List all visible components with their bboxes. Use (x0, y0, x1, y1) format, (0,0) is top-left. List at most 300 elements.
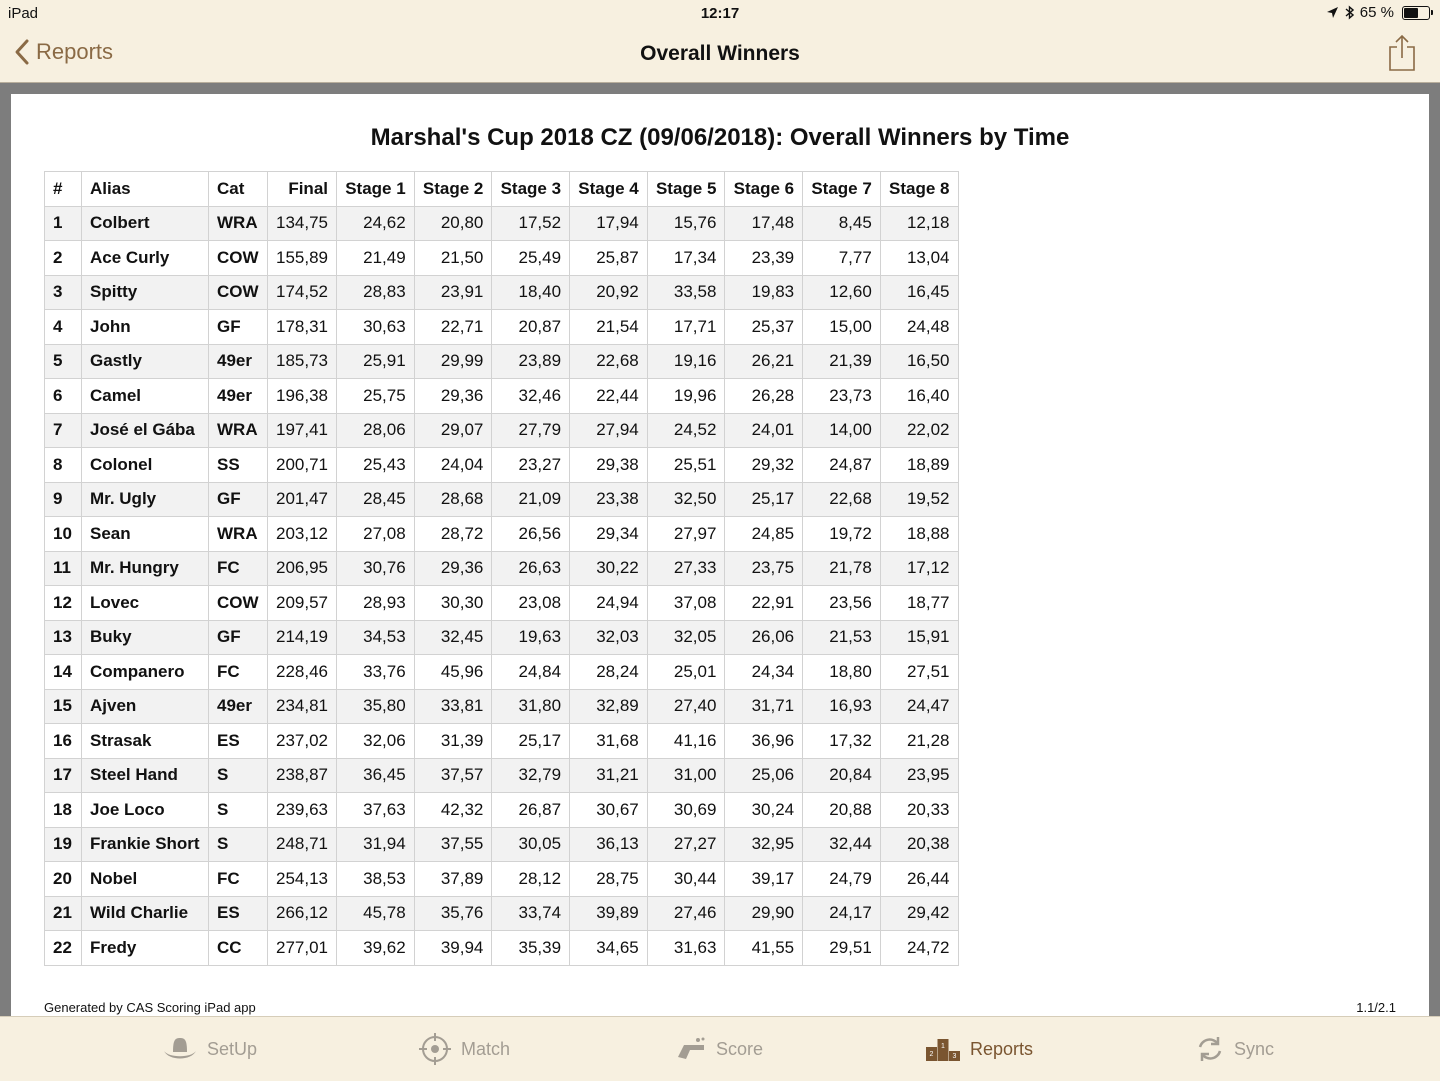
cell-stage-6: 41,55 (725, 931, 803, 966)
table-row (45, 931, 959, 966)
cell-stage-8: 12,18 (880, 206, 958, 241)
cell-final: 209,57 (268, 586, 337, 621)
cell-stage-3: 24,84 (492, 655, 570, 690)
column-header-stage-1: Stage 1 (337, 172, 415, 207)
table-row (45, 206, 959, 241)
cell-stage-8: 23,95 (880, 758, 958, 793)
cell-stage-2: 21,50 (414, 241, 492, 276)
cell-stage-8: 18,88 (880, 517, 958, 552)
cell-stage-5: 25,01 (647, 655, 725, 690)
table-row (45, 620, 959, 655)
cell-stage-3: 26,56 (492, 517, 570, 552)
cell-category: 49er (209, 344, 268, 379)
cell-stage-6: 24,01 (725, 413, 803, 448)
cell-stage-4: 30,67 (570, 793, 648, 828)
cell-stage-8: 22,02 (880, 413, 958, 448)
cell-stage-5: 25,51 (647, 448, 725, 483)
cell-stage-7: 12,60 (803, 275, 881, 310)
cell-rank: 9 (45, 482, 82, 517)
cell-stage-6: 29,32 (725, 448, 803, 483)
tab-score[interactable] (674, 1017, 763, 1081)
table-row (45, 482, 959, 517)
cell-rank: 15 (45, 689, 82, 724)
results-table (44, 171, 959, 966)
cell-final: 203,12 (268, 517, 337, 552)
table-row (45, 517, 959, 552)
cell-stage-2: 24,04 (414, 448, 492, 483)
cell-rank: 4 (45, 310, 82, 345)
cell-stage-3: 20,87 (492, 310, 570, 345)
cell-stage-3: 23,27 (492, 448, 570, 483)
cell-stage-4: 22,44 (570, 379, 648, 414)
cell-stage-1: 39,62 (337, 931, 415, 966)
page-title: Overall Winners (640, 42, 800, 65)
cell-stage-6: 26,06 (725, 620, 803, 655)
cell-stage-3: 25,49 (492, 241, 570, 276)
cell-stage-4: 36,13 (570, 827, 648, 862)
cell-stage-8: 17,12 (880, 551, 958, 586)
cell-category: COW (209, 241, 268, 276)
cell-stage-7: 14,00 (803, 413, 881, 448)
cell-stage-4: 28,24 (570, 655, 648, 690)
cell-alias: Nobel (82, 862, 209, 897)
cell-stage-6: 24,34 (725, 655, 803, 690)
cell-category: S (209, 758, 268, 793)
cell-stage-7: 24,17 (803, 896, 881, 931)
table-body (45, 206, 959, 965)
tab-sync[interactable] (1196, 1017, 1274, 1081)
svg-text:3: 3 (952, 1053, 957, 1060)
cell-stage-5: 15,76 (647, 206, 725, 241)
cell-alias: Colbert (82, 206, 209, 241)
column-header-stage-8: Stage 8 (880, 172, 958, 207)
tab-reports-label: Reports (970, 1038, 1034, 1059)
cell-stage-6: 32,95 (725, 827, 803, 862)
cell-final: 155,89 (268, 241, 337, 276)
column-header-rank: # (45, 172, 82, 207)
table-row (45, 758, 959, 793)
cell-alias: Lovec (82, 586, 209, 621)
cell-final: 228,46 (268, 655, 337, 690)
column-header-category: Cat (209, 172, 268, 207)
cell-stage-8: 26,44 (880, 862, 958, 897)
cell-stage-6: 25,17 (725, 482, 803, 517)
cell-alias: Spitty (82, 275, 209, 310)
column-header-stage-6: Stage 6 (725, 172, 803, 207)
cell-stage-7: 7,77 (803, 241, 881, 276)
cell-stage-3: 17,52 (492, 206, 570, 241)
cell-stage-3: 27,79 (492, 413, 570, 448)
cell-stage-3: 18,40 (492, 275, 570, 310)
revolver-icon (674, 1035, 706, 1063)
cell-final: 185,73 (268, 344, 337, 379)
cell-stage-7: 24,87 (803, 448, 881, 483)
cell-stage-1: 38,53 (337, 862, 415, 897)
cell-stage-2: 45,96 (414, 655, 492, 690)
cell-stage-1: 30,63 (337, 310, 415, 345)
cell-rank: 19 (45, 827, 82, 862)
cell-stage-3: 21,09 (492, 482, 570, 517)
battery-level (1404, 8, 1418, 18)
table-row (45, 275, 959, 310)
cell-stage-1: 36,45 (337, 758, 415, 793)
cell-rank: 3 (45, 275, 82, 310)
cell-stage-8: 27,51 (880, 655, 958, 690)
cell-stage-3: 23,89 (492, 344, 570, 379)
cell-stage-4: 23,38 (570, 482, 648, 517)
cell-stage-6: 19,83 (725, 275, 803, 310)
cell-category: 49er (209, 379, 268, 414)
cell-category: FC (209, 862, 268, 897)
cell-stage-1: 28,83 (337, 275, 415, 310)
back-button-label: Reports (36, 39, 114, 64)
cell-category: 49er (209, 689, 268, 724)
cell-stage-2: 29,36 (414, 551, 492, 586)
cell-alias: Mr. Hungry (82, 551, 209, 586)
status-bar (0, 0, 1440, 28)
cell-stage-4: 21,54 (570, 310, 648, 345)
tab-match[interactable] (419, 1017, 510, 1081)
table-row (45, 241, 959, 276)
cell-stage-1: 24,62 (337, 206, 415, 241)
column-header-stage-7: Stage 7 (803, 172, 881, 207)
cell-stage-2: 29,99 (414, 344, 492, 379)
cell-alias: Steel Hand (82, 758, 209, 793)
cell-stage-5: 17,71 (647, 310, 725, 345)
cell-stage-1: 30,76 (337, 551, 415, 586)
table-row (45, 551, 959, 586)
cell-rank: 11 (45, 551, 82, 586)
cell-stage-6: 25,06 (725, 758, 803, 793)
cell-stage-7: 29,51 (803, 931, 881, 966)
cell-stage-1: 28,93 (337, 586, 415, 621)
cell-category: WRA (209, 413, 268, 448)
svg-text:2: 2 (929, 1051, 934, 1058)
report-footer-version: 1.1/2.1 (1356, 1000, 1396, 1015)
cell-stage-6: 17,48 (725, 206, 803, 241)
cell-stage-4: 27,94 (570, 413, 648, 448)
cell-stage-5: 33,58 (647, 275, 725, 310)
cell-stage-3: 32,46 (492, 379, 570, 414)
column-header-stage-2: Stage 2 (414, 172, 492, 207)
cell-rank: 13 (45, 620, 82, 655)
cell-stage-8: 20,33 (880, 793, 958, 828)
cell-stage-8: 24,48 (880, 310, 958, 345)
cell-stage-5: 27,97 (647, 517, 725, 552)
column-header-stage-4: Stage 4 (570, 172, 648, 207)
cell-stage-1: 28,06 (337, 413, 415, 448)
cell-rank: 22 (45, 931, 82, 966)
podium-icon (926, 1037, 960, 1061)
cell-final: 134,75 (268, 206, 337, 241)
column-header-final: Final (268, 172, 337, 207)
cell-stage-1: 33,76 (337, 655, 415, 690)
cell-stage-7: 23,73 (803, 379, 881, 414)
table-row (45, 896, 959, 931)
cell-alias: Gastly (82, 344, 209, 379)
cell-stage-7: 15,00 (803, 310, 881, 345)
cell-stage-1: 32,06 (337, 724, 415, 759)
cell-stage-2: 29,07 (414, 413, 492, 448)
cell-stage-2: 37,57 (414, 758, 492, 793)
table-row (45, 344, 959, 379)
cell-stage-4: 30,22 (570, 551, 648, 586)
cell-stage-2: 31,39 (414, 724, 492, 759)
cell-rank: 12 (45, 586, 82, 621)
cell-rank: 6 (45, 379, 82, 414)
cell-stage-5: 30,69 (647, 793, 725, 828)
hat-icon (163, 1036, 197, 1062)
column-header-stage-3: Stage 3 (492, 172, 570, 207)
cell-stage-8: 16,50 (880, 344, 958, 379)
cell-stage-5: 32,50 (647, 482, 725, 517)
cell-stage-6: 26,28 (725, 379, 803, 414)
cell-alias: John (82, 310, 209, 345)
cell-stage-2: 28,68 (414, 482, 492, 517)
cell-stage-5: 19,16 (647, 344, 725, 379)
tab-setup[interactable] (163, 1017, 257, 1081)
cell-stage-6: 23,39 (725, 241, 803, 276)
cell-stage-4: 22,68 (570, 344, 648, 379)
cell-stage-4: 29,34 (570, 517, 648, 552)
cell-stage-4: 31,68 (570, 724, 648, 759)
cell-stage-3: 19,63 (492, 620, 570, 655)
cell-stage-1: 25,91 (337, 344, 415, 379)
cell-stage-6: 31,71 (725, 689, 803, 724)
report-title: Marshal's Cup 2018 CZ (09/06/2018): Overall Winners by Time (370, 124, 1070, 151)
report-footer-generator: Generated by CAS Scoring iPad app (44, 1000, 256, 1015)
table-row (45, 413, 959, 448)
column-header-stage-5: Stage 5 (647, 172, 725, 207)
cell-stage-5: 27,33 (647, 551, 725, 586)
location-icon (1326, 6, 1339, 19)
cell-stage-5: 41,16 (647, 724, 725, 759)
cell-stage-8: 24,47 (880, 689, 958, 724)
cell-stage-8: 18,89 (880, 448, 958, 483)
report-viewer[interactable] (0, 83, 1440, 1016)
share-icon (1388, 34, 1416, 72)
cell-stage-3: 30,05 (492, 827, 570, 862)
cell-category: GF (209, 620, 268, 655)
cell-final: 277,01 (268, 931, 337, 966)
cell-stage-4: 17,94 (570, 206, 648, 241)
table-row (45, 689, 959, 724)
cell-stage-8: 16,40 (880, 379, 958, 414)
cell-stage-6: 29,90 (725, 896, 803, 931)
cell-alias: Frankie Short (82, 827, 209, 862)
cell-stage-5: 37,08 (647, 586, 725, 621)
cell-stage-7: 17,32 (803, 724, 881, 759)
cell-stage-7: 18,80 (803, 655, 881, 690)
cell-stage-7: 21,53 (803, 620, 881, 655)
cell-category: GF (209, 310, 268, 345)
cell-rank: 7 (45, 413, 82, 448)
cell-stage-4: 32,89 (570, 689, 648, 724)
cell-final: 178,31 (268, 310, 337, 345)
tab-sync-label: Sync (1234, 1038, 1275, 1059)
status-indicators (1326, 4, 1430, 21)
cell-category: GF (209, 482, 268, 517)
cell-stage-4: 28,75 (570, 862, 648, 897)
cell-final: 201,47 (268, 482, 337, 517)
cell-rank: 18 (45, 793, 82, 828)
cell-stage-5: 30,44 (647, 862, 725, 897)
cell-category: COW (209, 275, 268, 310)
svg-text:1: 1 (941, 1043, 945, 1050)
cell-stage-6: 24,85 (725, 517, 803, 552)
cell-rank: 10 (45, 517, 82, 552)
cell-rank: 17 (45, 758, 82, 793)
report-page (11, 94, 1429, 1016)
cell-stage-4: 31,21 (570, 758, 648, 793)
cell-stage-7: 22,68 (803, 482, 881, 517)
cell-stage-4: 20,92 (570, 275, 648, 310)
cell-stage-5: 17,34 (647, 241, 725, 276)
cell-final: 234,81 (268, 689, 337, 724)
cell-stage-1: 35,80 (337, 689, 415, 724)
cell-alias: Camel (82, 379, 209, 414)
cell-category: ES (209, 896, 268, 931)
cell-stage-1: 27,08 (337, 517, 415, 552)
cell-stage-3: 23,08 (492, 586, 570, 621)
tab-bar (0, 1016, 1440, 1081)
cell-stage-8: 21,28 (880, 724, 958, 759)
tab-match-label: Match (461, 1038, 511, 1059)
cell-rank: 14 (45, 655, 82, 690)
cell-stage-1: 25,43 (337, 448, 415, 483)
cell-alias: José el Gába (82, 413, 209, 448)
cell-alias: Mr. Ugly (82, 482, 209, 517)
cell-final: 254,13 (268, 862, 337, 897)
cell-stage-1: 28,45 (337, 482, 415, 517)
cell-final: 196,38 (268, 379, 337, 414)
cell-stage-7: 32,44 (803, 827, 881, 862)
clock: 12:17 (700, 5, 740, 22)
cell-alias: Colonel (82, 448, 209, 483)
battery-icon (1402, 6, 1430, 20)
table-row (45, 655, 959, 690)
cell-final: 206,95 (268, 551, 337, 586)
cell-category: ES (209, 724, 268, 759)
cell-alias: Sean (82, 517, 209, 552)
cell-stage-5: 31,63 (647, 931, 725, 966)
tab-score-label: Score (716, 1038, 764, 1059)
cell-stage-2: 32,45 (414, 620, 492, 655)
cell-category: SS (209, 448, 268, 483)
cell-stage-2: 22,71 (414, 310, 492, 345)
table-row (45, 793, 959, 828)
cell-stage-4: 25,87 (570, 241, 648, 276)
share-button[interactable] (1388, 34, 1416, 77)
cell-stage-6: 30,24 (725, 793, 803, 828)
cell-stage-2: 30,30 (414, 586, 492, 621)
cell-stage-4: 32,03 (570, 620, 648, 655)
cell-rank: 21 (45, 896, 82, 931)
cell-category: WRA (209, 206, 268, 241)
cell-alias: Fredy (82, 931, 209, 966)
cell-stage-3: 28,12 (492, 862, 570, 897)
cell-stage-8: 24,72 (880, 931, 958, 966)
cell-stage-2: 35,76 (414, 896, 492, 931)
device-label: iPad (8, 5, 39, 22)
table-row (45, 586, 959, 621)
cell-category: FC (209, 655, 268, 690)
cell-stage-5: 27,27 (647, 827, 725, 862)
tab-setup-label: SetUp (207, 1038, 258, 1059)
cell-final: 200,71 (268, 448, 337, 483)
battery-percent: 65 % (1359, 4, 1394, 21)
cell-stage-1: 37,63 (337, 793, 415, 828)
cell-stage-8: 13,04 (880, 241, 958, 276)
cell-stage-8: 29,42 (880, 896, 958, 931)
cell-stage-1: 21,49 (337, 241, 415, 276)
table-row (45, 724, 959, 759)
cell-stage-1: 25,75 (337, 379, 415, 414)
cell-stage-6: 26,21 (725, 344, 803, 379)
cell-final: 266,12 (268, 896, 337, 931)
table-row (45, 310, 959, 345)
cell-stage-8: 19,52 (880, 482, 958, 517)
cell-stage-6: 25,37 (725, 310, 803, 345)
cell-stage-5: 27,46 (647, 896, 725, 931)
cell-stage-2: 29,36 (414, 379, 492, 414)
cell-final: 238,87 (268, 758, 337, 793)
cell-stage-2: 39,94 (414, 931, 492, 966)
cell-final: 237,02 (268, 724, 337, 759)
cell-stage-3: 35,39 (492, 931, 570, 966)
cell-alias: Strasak (82, 724, 209, 759)
target-icon (419, 1033, 451, 1065)
cell-rank: 8 (45, 448, 82, 483)
cell-stage-2: 37,89 (414, 862, 492, 897)
cell-alias: Companero (82, 655, 209, 690)
cell-stage-6: 36,96 (725, 724, 803, 759)
cell-stage-8: 16,45 (880, 275, 958, 310)
cell-stage-7: 8,45 (803, 206, 881, 241)
tab-reports[interactable] (926, 1017, 1033, 1081)
cell-category: WRA (209, 517, 268, 552)
cell-stage-4: 34,65 (570, 931, 648, 966)
cell-stage-1: 31,94 (337, 827, 415, 862)
cell-stage-3: 32,79 (492, 758, 570, 793)
table-row (45, 448, 959, 483)
bluetooth-icon (1345, 5, 1354, 20)
cell-rank: 2 (45, 241, 82, 276)
cell-stage-8: 20,38 (880, 827, 958, 862)
cell-final: 248,71 (268, 827, 337, 862)
cell-category: S (209, 793, 268, 828)
column-header-alias: Alias (82, 172, 209, 207)
cell-stage-5: 31,00 (647, 758, 725, 793)
cell-stage-2: 20,80 (414, 206, 492, 241)
cell-stage-2: 28,72 (414, 517, 492, 552)
cell-stage-7: 20,84 (803, 758, 881, 793)
cell-stage-2: 42,32 (414, 793, 492, 828)
cell-stage-2: 37,55 (414, 827, 492, 862)
cell-final: 174,52 (268, 275, 337, 310)
cell-alias: Wild Charlie (82, 896, 209, 931)
cell-stage-7: 21,39 (803, 344, 881, 379)
cell-stage-1: 45,78 (337, 896, 415, 931)
cell-category: S (209, 827, 268, 862)
cell-stage-3: 26,87 (492, 793, 570, 828)
cell-stage-1: 34,53 (337, 620, 415, 655)
cell-final: 197,41 (268, 413, 337, 448)
cell-stage-7: 24,79 (803, 862, 881, 897)
cell-final: 239,63 (268, 793, 337, 828)
cell-stage-6: 39,17 (725, 862, 803, 897)
cell-category: FC (209, 551, 268, 586)
